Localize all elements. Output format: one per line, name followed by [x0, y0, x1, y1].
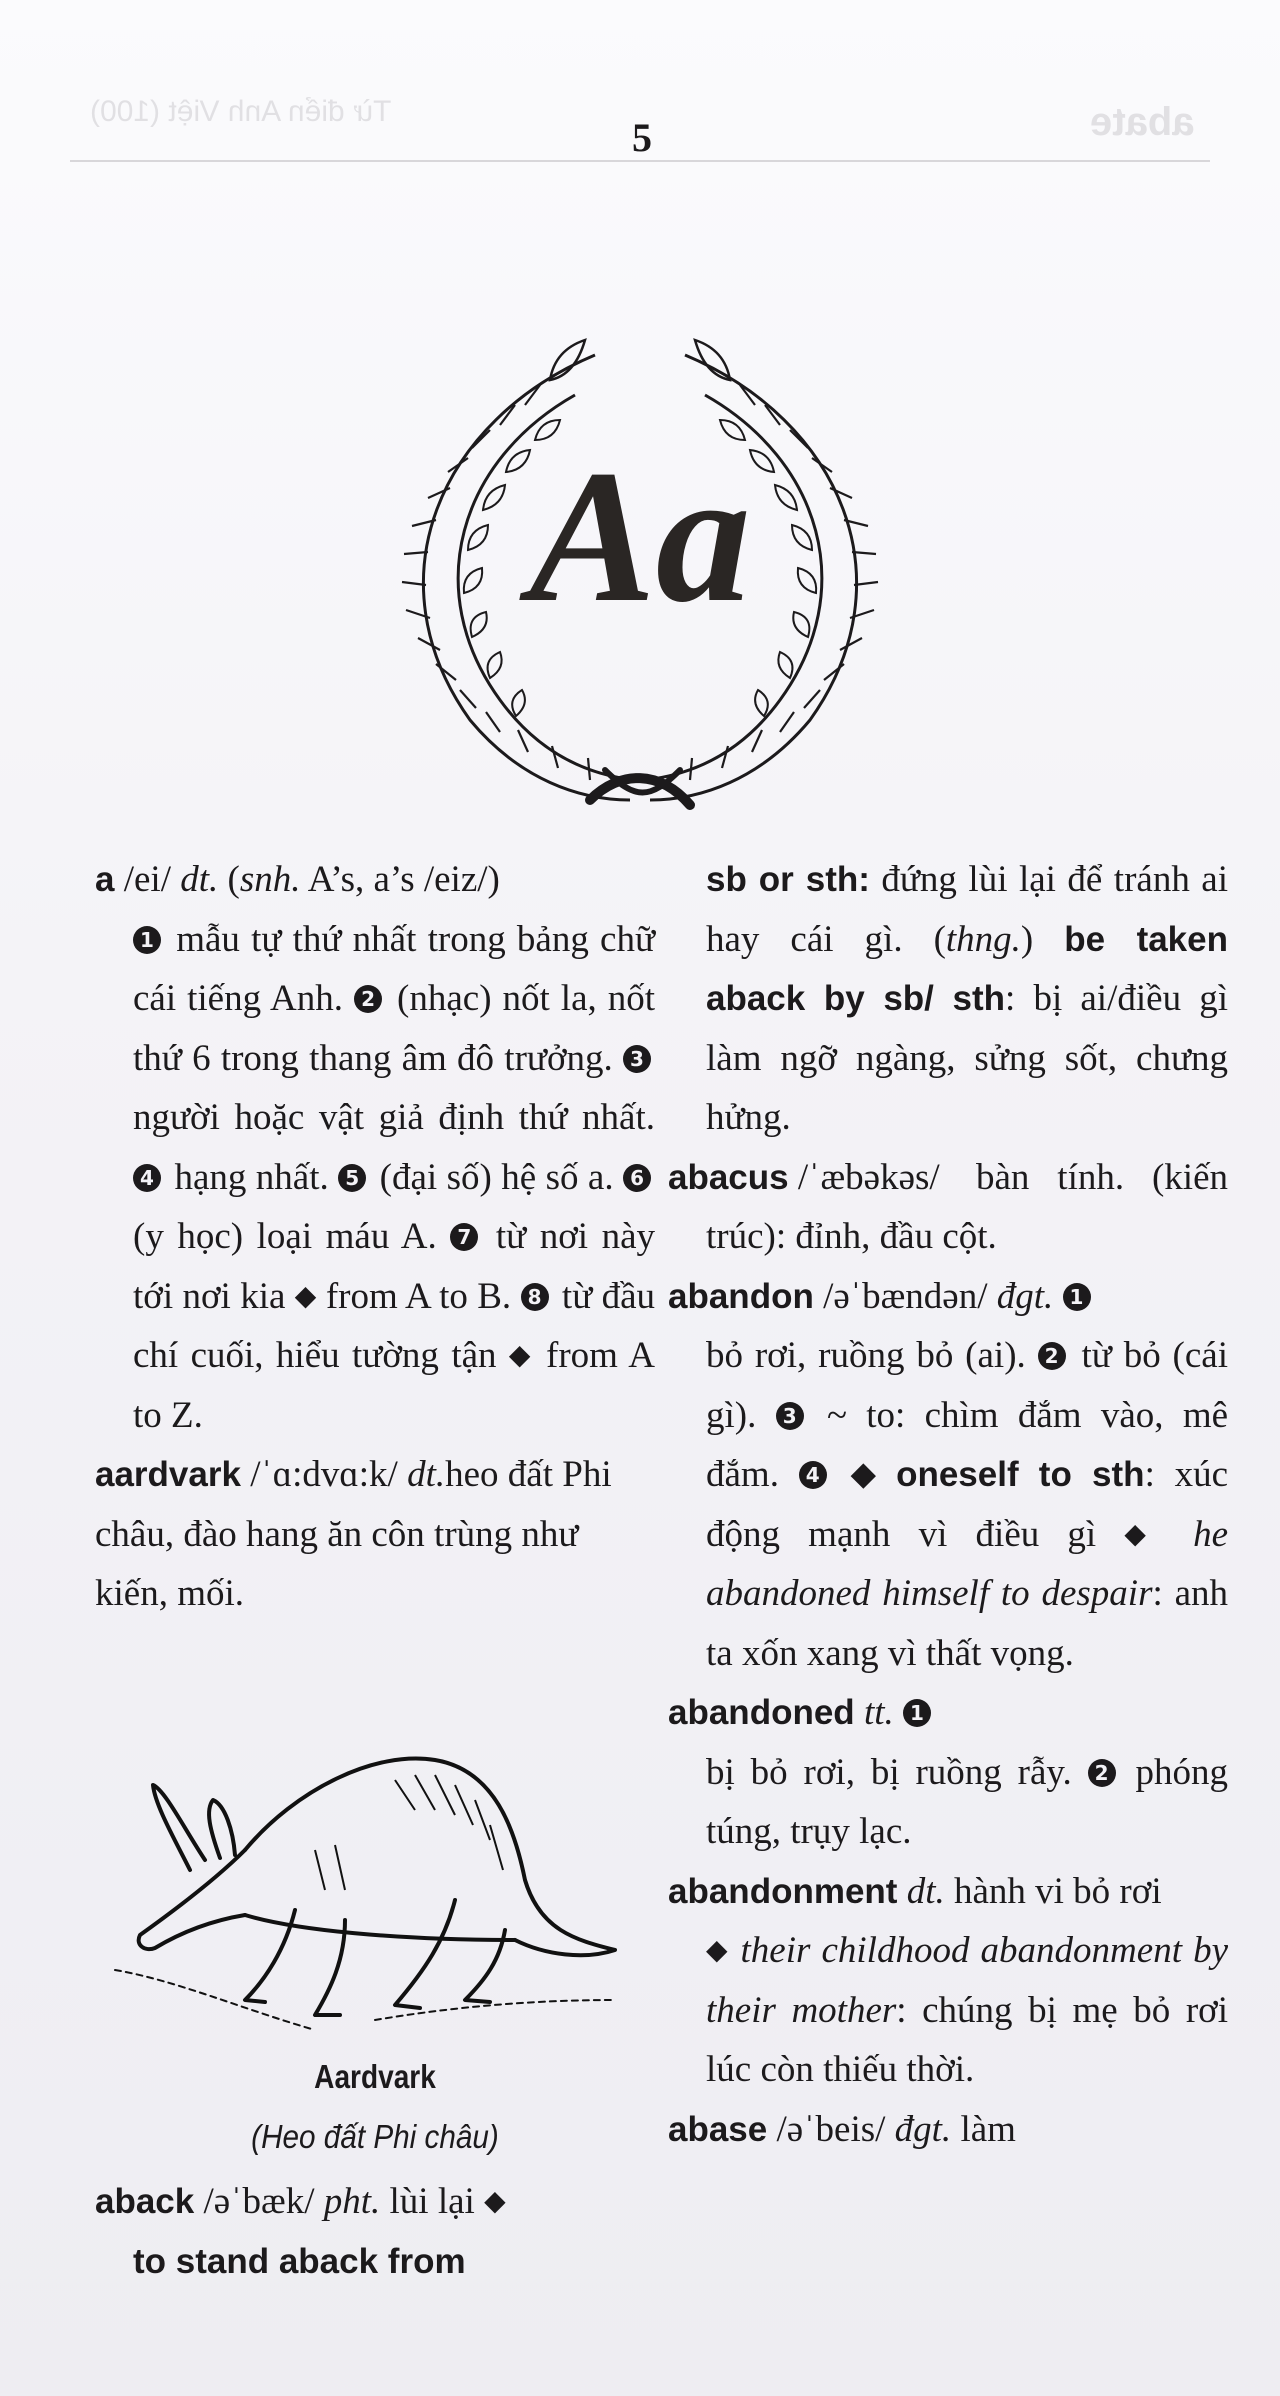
sense-text: hạng nhất.: [174, 1156, 329, 1198]
sense-text: mẫu tự thứ nhất trong bảng chữ cái tiếng Anh.: [133, 918, 655, 1019]
example-text: from A to Z.: [133, 1335, 655, 1436]
idiom-definition: đứng lùi lại để tránh ai hay cái gì. (: [706, 859, 1228, 960]
sense-number-icon: 3: [623, 1045, 651, 1073]
definition: lùi lại: [389, 2181, 475, 2222]
headword: abandoned: [668, 1693, 855, 1732]
plural-open: (: [227, 859, 240, 900]
sense-text: phóng túng, trụy lạc.: [706, 1751, 1229, 1852]
pronunciation: /ˈæbəkəs/: [797, 1156, 940, 1198]
part-of-speech: đgt.: [996, 1275, 1054, 1317]
pronunciation: /əˈbændən/: [823, 1275, 988, 1317]
sense-text: từ nơi này tới nơi kia: [133, 1216, 655, 1317]
pronunciation: /əˈbeis/: [776, 2108, 886, 2150]
example-translation: : chúng bị mẹ bỏ rơi lúc còn thiếu thời.: [706, 1989, 1228, 2090]
sense-number-icon: 8: [521, 1283, 549, 1311]
sense-text: người hoặc vật giả định thứ nhất.: [133, 1097, 655, 1138]
headword: aardvark: [95, 1455, 241, 1494]
header-rule: [70, 160, 1210, 162]
pronunciation: /əˈbæk/: [203, 2181, 315, 2222]
sense-text: từ bỏ (cái gì).: [706, 1335, 1228, 1436]
sense-number-icon: 1: [133, 926, 161, 954]
idiom: to stand aback from: [133, 2241, 466, 2281]
sense-number-icon: 1: [903, 1699, 931, 1727]
example-text: from A to B.: [325, 1275, 512, 1317]
sense-number-icon: 1: [1063, 1283, 1091, 1311]
bleed-through-word: abate: [1090, 100, 1195, 144]
idiom-definition: : bị ai/điều gì làm ngỡ ngàng, sửng sốt, chưng hửng.: [706, 978, 1228, 1138]
sense-number-icon: 2: [354, 985, 382, 1013]
idiom-definition: : xúc động mạnh vì điều gì: [706, 1454, 1228, 1555]
sense-number-icon: 2: [1088, 1759, 1116, 1787]
emblem-letters: Aa: [529, 432, 751, 642]
sense-text: từ đầu chí cuối, hiểu tường tận: [133, 1275, 656, 1376]
idiom: sb or sth:: [706, 860, 870, 899]
small-diamond-icon: ⬥: [850, 1454, 877, 1495]
plural-label: snh.: [239, 859, 301, 900]
right-column: [668, 850, 1228, 2159]
definition: làm: [960, 2108, 1016, 2150]
sense-number-icon: 5: [338, 1164, 366, 1192]
headword: a: [95, 860, 115, 899]
definition: bàn tính. (kiến trúc): đỉnh, đầu cột.: [706, 1156, 1228, 1257]
entry-abase: [668, 2100, 1228, 2160]
sense-number-icon: 7: [450, 1223, 478, 1251]
definition: hành vi bỏ rơi: [953, 1870, 1162, 1912]
entry-aardvark: [95, 1445, 655, 1624]
usage-label: thng.: [945, 918, 1021, 960]
left-column: [95, 850, 655, 1624]
definition: heo đất Phi châu, đào hang ăn côn trùng như kiến, mối.: [95, 1454, 612, 1614]
diamond-icon: ◆: [1124, 1518, 1165, 1550]
headword: abase: [668, 2109, 768, 2149]
entry-abandoned: [668, 1683, 1228, 1862]
plural-forms: A’s, a’s /eiz/): [300, 859, 500, 900]
part-of-speech: pht.: [323, 2181, 381, 2222]
sense-text: bị bỏ rơi, bị ruồng rẫy.: [706, 1751, 1072, 1793]
diamond-icon: ◆: [294, 1280, 317, 1312]
pronunciation: /ˈɑ:dvɑ:k/: [250, 1454, 398, 1495]
sense-number-icon: 2: [1038, 1342, 1066, 1370]
sense-text: bỏ rơi, ruồng bỏ (ai).: [706, 1335, 1026, 1376]
laurel-wreath-icon: [350, 300, 930, 820]
sense-number-icon: 4: [799, 1461, 827, 1489]
sense-number-icon: 6: [623, 1164, 651, 1192]
headword: abandon: [668, 1276, 814, 1316]
sense-number-icon: 4: [133, 1164, 161, 1192]
idiom: be taken aback by sb/ sth: [706, 919, 1228, 1018]
sense-text: (y học) loại máu A.: [133, 1216, 437, 1257]
entry-abandonment: [668, 1862, 1228, 2100]
entry-aback: [95, 2172, 655, 2291]
bleed-through-header: Từ điển Anh Việt (100): [90, 95, 392, 128]
illustration-caption-subtitle: (Heo đất Phi châu): [251, 2118, 499, 2155]
headword: abacus: [668, 1157, 789, 1197]
paren-close: ): [1020, 918, 1034, 960]
example-translation: : anh ta xốn xang vì thất vọng.: [706, 1573, 1229, 1674]
part-of-speech: đgt.: [894, 2108, 952, 2150]
part-of-speech: dt.: [906, 1870, 945, 1912]
example-text: their childhood abandonment by their mother: [706, 1930, 1228, 2031]
entry-abandon: [668, 1267, 1228, 1684]
entry-aback-continued: [668, 850, 1228, 1148]
sense-text: ~ to: chìm đắm vào, mê đắm.: [706, 1394, 1229, 1495]
diamond-icon: ◆: [706, 1935, 730, 1966]
headword: aback: [95, 2182, 195, 2221]
page-number: 5: [632, 115, 652, 160]
diamond-icon: ◆: [484, 2186, 506, 2217]
sense-text: (đại số) hệ số a.: [379, 1156, 614, 1198]
illustration-caption-title: Aardvark: [314, 2058, 436, 2095]
pronunciation: /ei/: [123, 859, 171, 900]
idiom: oneself to sth: [896, 1455, 1145, 1494]
part-of-speech: dt.: [180, 859, 219, 900]
diamond-icon: ◆: [508, 1340, 534, 1371]
aardvark-illustration: [95, 1730, 655, 2050]
example-text: he abandoned himself to despair: [706, 1513, 1228, 1614]
sense-text: (nhạc) nốt la, nốt thứ 6 trong thang âm đô trưởng.: [133, 978, 656, 1079]
entry-a: [95, 850, 655, 1445]
part-of-speech: dt.: [407, 1454, 446, 1495]
headword: abandonment: [668, 1871, 898, 1911]
sense-number-icon: 3: [776, 1402, 804, 1430]
part-of-speech: tt.: [863, 1692, 894, 1733]
